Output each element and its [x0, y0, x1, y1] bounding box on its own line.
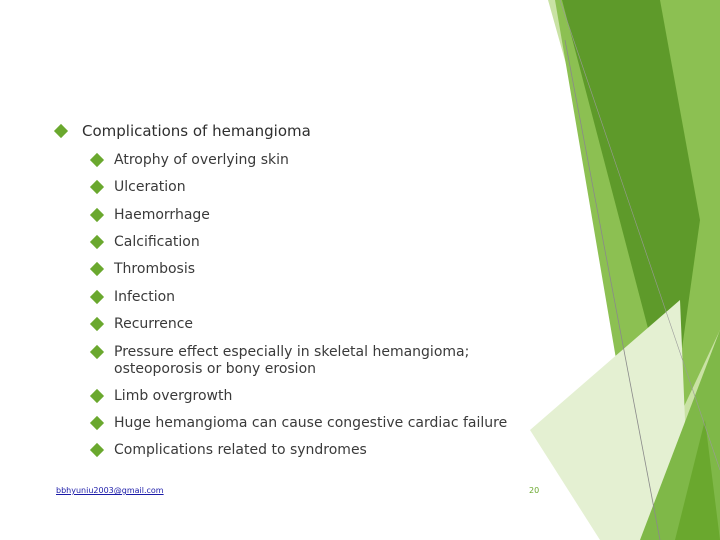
list-item: Complications related to syndromes	[114, 442, 367, 458]
list-item: Limb overgrowth	[114, 388, 233, 404]
list-item: Atrophy of overlying skin	[114, 152, 289, 168]
list-item: Infection	[114, 289, 176, 305]
list-item: Calcification	[114, 234, 200, 250]
list-item: Huge hemangioma can cause congestive cardiac failure	[114, 415, 508, 431]
list-item-continuation: osteoporosis or bony erosion	[114, 361, 317, 377]
list-item: Ulceration	[114, 179, 186, 195]
slide-heading: Complications of hemangioma	[82, 122, 311, 140]
list-item: Thrombosis	[114, 261, 196, 277]
list-item: Recurrence	[114, 316, 194, 332]
list-item: Pressure effect especially in skeletal hemangioma;	[114, 344, 470, 360]
list-item: Haemorrhage	[114, 207, 210, 223]
page-number: 20	[529, 486, 540, 495]
footer-email-link[interactable]: bbhyuniu2003@gmail.com	[56, 486, 164, 495]
